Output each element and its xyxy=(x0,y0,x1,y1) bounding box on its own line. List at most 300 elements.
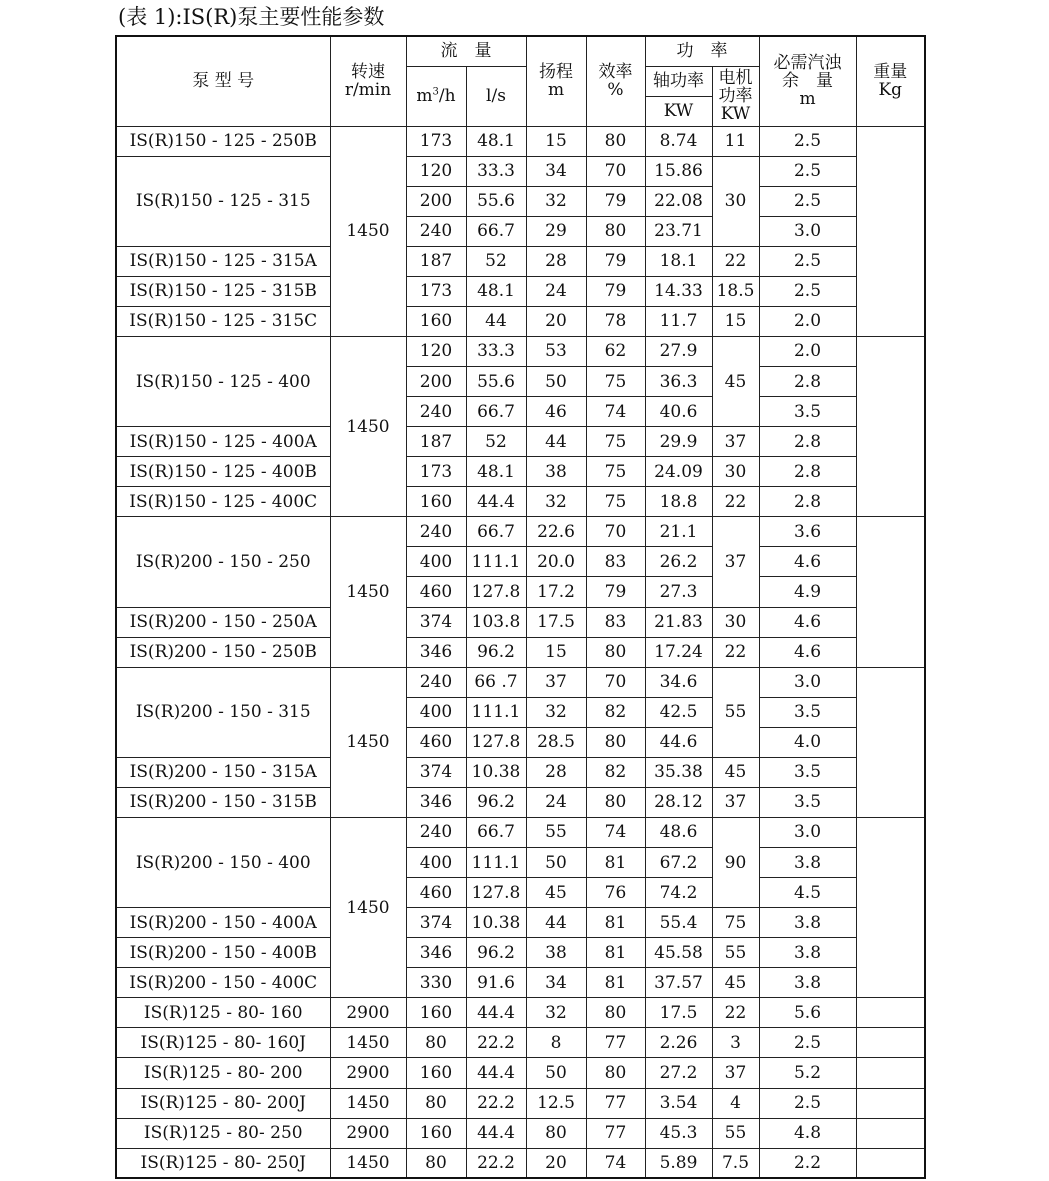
flow-m3h-cell: 173 xyxy=(406,457,466,487)
model-cell: IS(R)200 - 150 - 400A xyxy=(116,908,330,938)
speed-cell: 1450 xyxy=(330,817,406,997)
head-cell: 34 xyxy=(526,968,586,998)
flow-m3h-cell: 160 xyxy=(406,487,466,517)
flow-m3h-cell: 200 xyxy=(406,367,466,397)
flow-m3h-cell: 120 xyxy=(406,336,466,366)
shaft-power-cell: 24.09 xyxy=(645,457,712,487)
model-cell: IS(R)200 - 150 - 250 xyxy=(116,517,330,607)
efficiency-cell: 80 xyxy=(586,998,645,1028)
speed-cell: 2900 xyxy=(330,1118,406,1148)
npsh-cell: 2.5 xyxy=(759,156,856,186)
table-row xyxy=(116,457,925,487)
flow-m3h-cell: 160 xyxy=(406,1058,466,1088)
efficiency-cell: 75 xyxy=(586,427,645,457)
npsh-cell: 4.6 xyxy=(759,637,856,667)
shaft-power-cell: 21.83 xyxy=(645,607,712,637)
table-row xyxy=(116,1028,925,1058)
head-cell: 50 xyxy=(526,367,586,397)
head-cell: 20.0 xyxy=(526,547,586,577)
head-cell: 15 xyxy=(526,126,586,156)
head-cell: 38 xyxy=(526,938,586,968)
npsh-cell: 3.0 xyxy=(759,667,856,697)
flow-m3h-cell: 240 xyxy=(406,397,466,427)
flow-m3h-cell: 160 xyxy=(406,998,466,1028)
head-cell: 80 xyxy=(526,1118,586,1148)
efficiency-cell: 81 xyxy=(586,938,645,968)
efficiency-cell: 76 xyxy=(586,878,645,908)
motor-power-cell: 22 xyxy=(712,998,759,1028)
header-motor-power-b: 功率 xyxy=(718,86,753,106)
shaft-power-cell: 27.2 xyxy=(645,1058,712,1088)
head-cell: 20 xyxy=(526,306,586,336)
motor-power-cell: 15 xyxy=(712,306,759,336)
shaft-power-cell: 15.86 xyxy=(645,156,712,186)
efficiency-cell: 70 xyxy=(586,517,645,547)
model-cell: IS(R)200 - 150 - 315 xyxy=(116,667,330,757)
motor-power-cell: 22 xyxy=(712,487,759,517)
weight-cell xyxy=(856,1028,925,1058)
shaft-power-cell: 2.26 xyxy=(645,1028,712,1058)
model-cell: IS(R)150 - 125 - 250B xyxy=(116,126,330,156)
model-cell: IS(R)200 - 150 - 400 xyxy=(116,817,330,907)
flow-m3h-cell: 173 xyxy=(406,276,466,306)
npsh-cell: 5.6 xyxy=(759,998,856,1028)
flow-m3h-cell: 346 xyxy=(406,637,466,667)
shaft-power-cell: 28.12 xyxy=(645,787,712,817)
model-cell: IS(R)125 - 80- 200J xyxy=(116,1088,330,1118)
flow-ls-cell: 22.2 xyxy=(466,1088,526,1118)
flow-ls-cell: 66.7 xyxy=(466,517,526,547)
npsh-cell: 4.9 xyxy=(759,577,856,607)
flow-m3h-cell: 374 xyxy=(406,908,466,938)
efficiency-cell: 74 xyxy=(586,397,645,427)
head-cell: 24 xyxy=(526,276,586,306)
head-cell: 38 xyxy=(526,457,586,487)
npsh-cell: 3.5 xyxy=(759,697,856,727)
table-row xyxy=(116,1058,925,1088)
header-npsh xyxy=(759,36,856,126)
efficiency-cell: 77 xyxy=(586,1028,645,1058)
flow-m3h-cell: 374 xyxy=(406,757,466,787)
npsh-cell: 3.5 xyxy=(759,787,856,817)
efficiency-cell: 82 xyxy=(586,697,645,727)
head-cell: 44 xyxy=(526,908,586,938)
npsh-cell: 3.8 xyxy=(759,968,856,998)
speed-cell: 1450 xyxy=(330,126,406,336)
flow-m3h-cell: 346 xyxy=(406,938,466,968)
flow-ls-cell: 10.38 xyxy=(466,908,526,938)
flow-ls-cell: 48.1 xyxy=(466,126,526,156)
npsh-cell: 4.8 xyxy=(759,1118,856,1148)
shaft-power-cell: 18.8 xyxy=(645,487,712,517)
head-cell: 20 xyxy=(526,1148,586,1178)
npsh-cell: 3.5 xyxy=(759,757,856,787)
pump-performance-table xyxy=(115,35,926,1179)
flow-ls-cell: 33.3 xyxy=(466,156,526,186)
flow-ls-cell: 66.7 xyxy=(466,216,526,246)
table-row xyxy=(116,817,925,847)
motor-power-cell: 45 xyxy=(712,757,759,787)
shaft-power-cell: 55.4 xyxy=(645,908,712,938)
efficiency-cell: 78 xyxy=(586,306,645,336)
head-cell: 34 xyxy=(526,156,586,186)
efficiency-cell: 77 xyxy=(586,1118,645,1148)
table-row xyxy=(116,998,925,1028)
head-cell: 55 xyxy=(526,817,586,847)
npsh-cell: 2.5 xyxy=(759,186,856,216)
flow-m3h-cell: 80 xyxy=(406,1088,466,1118)
motor-power-cell: 37 xyxy=(712,427,759,457)
table-row xyxy=(116,938,925,968)
header-flow-ls: l/s xyxy=(466,66,526,126)
model-cell: IS(R)150 - 125 - 400 xyxy=(116,336,330,426)
shaft-power-cell: 48.6 xyxy=(645,817,712,847)
flow-m3h-cell: 460 xyxy=(406,727,466,757)
flow-ls-cell: 96.2 xyxy=(466,787,526,817)
efficiency-cell: 83 xyxy=(586,547,645,577)
speed-cell: 1450 xyxy=(330,1148,406,1178)
header-efficiency xyxy=(586,36,645,126)
table-row xyxy=(116,1118,925,1148)
npsh-cell: 5.2 xyxy=(759,1058,856,1088)
model-cell: IS(R)150 - 125 - 315 xyxy=(116,156,330,246)
flow-ls-cell: 48.1 xyxy=(466,457,526,487)
head-cell: 28.5 xyxy=(526,727,586,757)
flow-m3h-cell: 120 xyxy=(406,156,466,186)
motor-power-cell: 18.5 xyxy=(712,276,759,306)
shaft-power-cell: 5.89 xyxy=(645,1148,712,1178)
shaft-power-cell: 34.6 xyxy=(645,667,712,697)
head-cell: 50 xyxy=(526,848,586,878)
model-cell: IS(R)150 - 125 - 315B xyxy=(116,276,330,306)
flow-ls-cell: 44 xyxy=(466,306,526,336)
flow-ls-cell: 44.4 xyxy=(466,1058,526,1088)
head-cell: 46 xyxy=(526,397,586,427)
flow-ls-cell: 111.1 xyxy=(466,547,526,577)
head-cell: 15 xyxy=(526,637,586,667)
efficiency-cell: 79 xyxy=(586,577,645,607)
efficiency-cell: 80 xyxy=(586,1058,645,1088)
npsh-cell: 3.8 xyxy=(759,938,856,968)
efficiency-cell: 77 xyxy=(586,1088,645,1118)
flow-ls-cell: 10.38 xyxy=(466,757,526,787)
motor-power-cell: 55 xyxy=(712,1118,759,1148)
flow-ls-cell: 96.2 xyxy=(466,938,526,968)
motor-power-cell: 30 xyxy=(712,607,759,637)
header-shaft-power: 轴功率 xyxy=(645,66,712,96)
efficiency-cell: 70 xyxy=(586,156,645,186)
header-model: 泵 型 号 xyxy=(116,36,330,126)
shaft-power-cell: 17.5 xyxy=(645,998,712,1028)
head-cell: 50 xyxy=(526,1058,586,1088)
shaft-power-cell: 44.6 xyxy=(645,727,712,757)
motor-power-cell: 90 xyxy=(712,817,759,907)
shaft-power-cell: 23.71 xyxy=(645,216,712,246)
table-row xyxy=(116,487,925,517)
npsh-cell: 2.5 xyxy=(759,276,856,306)
efficiency-cell: 74 xyxy=(586,1148,645,1178)
head-cell: 22.6 xyxy=(526,517,586,547)
flow-m3h-cell: 240 xyxy=(406,667,466,697)
efficiency-cell: 80 xyxy=(586,727,645,757)
npsh-cell: 4.6 xyxy=(759,607,856,637)
shaft-power-cell: 18.1 xyxy=(645,246,712,276)
table-header xyxy=(116,36,925,126)
shaft-power-cell: 27.3 xyxy=(645,577,712,607)
shaft-power-cell: 74.2 xyxy=(645,878,712,908)
motor-power-cell: 37 xyxy=(712,787,759,817)
motor-power-cell: 30 xyxy=(712,457,759,487)
table-row xyxy=(116,607,925,637)
npsh-cell: 4.5 xyxy=(759,878,856,908)
shaft-power-cell: 42.5 xyxy=(645,697,712,727)
npsh-cell: 2.5 xyxy=(759,246,856,276)
flow-m3h-cell: 400 xyxy=(406,697,466,727)
model-cell: IS(R)125 - 80- 160J xyxy=(116,1028,330,1058)
head-cell: 17.5 xyxy=(526,607,586,637)
flow-m3h-cell: 240 xyxy=(406,517,466,547)
efficiency-cell: 82 xyxy=(586,757,645,787)
flow-ls-cell: 96.2 xyxy=(466,637,526,667)
header-head-label: 扬程 xyxy=(539,62,573,83)
model-cell: IS(R)200 - 150 - 400C xyxy=(116,968,330,998)
efficiency-cell: 75 xyxy=(586,487,645,517)
flow-ls-cell: 91.6 xyxy=(466,968,526,998)
head-cell: 32 xyxy=(526,186,586,216)
flow-ls-cell: 33.3 xyxy=(466,336,526,366)
flow-ls-cell: 22.2 xyxy=(466,1148,526,1178)
header-head-unit: m xyxy=(547,80,565,101)
motor-power-cell: 30 xyxy=(712,156,759,246)
head-cell: 28 xyxy=(526,757,586,787)
header-motor-power xyxy=(712,66,759,126)
shaft-power-cell: 3.54 xyxy=(645,1088,712,1118)
flow-ls-cell: 127.8 xyxy=(466,878,526,908)
weight-cell xyxy=(856,998,925,1028)
table-row xyxy=(116,637,925,667)
weight-cell xyxy=(856,667,925,817)
efficiency-cell: 80 xyxy=(586,216,645,246)
flow-m3h-cell: 80 xyxy=(406,1148,466,1178)
table-row xyxy=(116,968,925,998)
head-cell: 44 xyxy=(526,427,586,457)
npsh-cell: 2.2 xyxy=(759,1148,856,1178)
head-cell: 29 xyxy=(526,216,586,246)
shaft-power-cell: 27.9 xyxy=(645,336,712,366)
motor-power-cell: 4 xyxy=(712,1088,759,1118)
table-row xyxy=(116,126,925,156)
npsh-cell: 4.6 xyxy=(759,547,856,577)
efficiency-cell: 75 xyxy=(586,367,645,397)
table-row xyxy=(116,757,925,787)
head-cell: 45 xyxy=(526,878,586,908)
npsh-cell: 3.8 xyxy=(759,908,856,938)
weight-cell xyxy=(856,517,925,667)
table-row xyxy=(116,156,925,186)
npsh-cell: 3.0 xyxy=(759,817,856,847)
flow-m3h-cell: 330 xyxy=(406,968,466,998)
motor-power-cell: 3 xyxy=(712,1028,759,1058)
model-cell: IS(R)125 - 80- 200 xyxy=(116,1058,330,1088)
shaft-power-cell: 17.24 xyxy=(645,637,712,667)
weight-cell xyxy=(856,126,925,336)
shaft-power-cell: 35.38 xyxy=(645,757,712,787)
model-cell: IS(R)150 - 125 - 400A xyxy=(116,427,330,457)
model-cell: IS(R)200 - 150 - 315B xyxy=(116,787,330,817)
header-efficiency-label: 效率 xyxy=(598,62,633,83)
speed-cell: 1450 xyxy=(330,517,406,667)
model-cell: IS(R)125 - 80- 250J xyxy=(116,1148,330,1178)
model-cell: IS(R)150 - 125 - 400C xyxy=(116,487,330,517)
flow-m3h-cell: 187 xyxy=(406,427,466,457)
flow-ls-cell: 111.1 xyxy=(466,697,526,727)
npsh-cell: 3.6 xyxy=(759,517,856,547)
weight-cell xyxy=(856,1148,925,1178)
header-speed-label: 转速 xyxy=(351,62,385,83)
shaft-power-cell: 45.58 xyxy=(645,938,712,968)
flow-m3h-cell: 400 xyxy=(406,547,466,577)
header-head xyxy=(526,36,586,126)
flow-ls-cell: 66.7 xyxy=(466,397,526,427)
npsh-cell: 2.0 xyxy=(759,306,856,336)
table-row xyxy=(116,246,925,276)
header-npsh-unit: m xyxy=(799,89,816,110)
weight-cell xyxy=(856,336,925,516)
motor-power-cell: 55 xyxy=(712,667,759,757)
efficiency-cell: 83 xyxy=(586,607,645,637)
flow-m3h-cell: 200 xyxy=(406,186,466,216)
flow-m3h-cell: 160 xyxy=(406,306,466,336)
table-body xyxy=(116,126,925,1178)
motor-power-cell: 22 xyxy=(712,246,759,276)
table-row xyxy=(116,787,925,817)
header-motor-power-a: 电机 xyxy=(718,68,753,88)
head-cell: 17.2 xyxy=(526,577,586,607)
header-power: 功 率 xyxy=(645,36,759,66)
npsh-cell: 3.0 xyxy=(759,216,856,246)
head-cell: 24 xyxy=(526,787,586,817)
shaft-power-cell: 14.33 xyxy=(645,276,712,306)
speed-cell: 1450 xyxy=(330,336,406,516)
header-weight-label: 重量 xyxy=(873,62,908,83)
shaft-power-cell: 21.1 xyxy=(645,517,712,547)
header-efficiency-unit: % xyxy=(607,80,624,101)
speed-cell: 2900 xyxy=(330,998,406,1028)
head-cell: 28 xyxy=(526,246,586,276)
flow-ls-cell: 52 xyxy=(466,246,526,276)
flow-m3h-cell: 240 xyxy=(406,817,466,847)
speed-cell: 1450 xyxy=(330,667,406,817)
flow-m3h-cell: 400 xyxy=(406,848,466,878)
shaft-power-cell: 37.57 xyxy=(645,968,712,998)
flow-ls-cell: 103.8 xyxy=(466,607,526,637)
weight-cell xyxy=(856,1118,925,1148)
shaft-power-cell: 22.08 xyxy=(645,186,712,216)
efficiency-cell: 79 xyxy=(586,186,645,216)
flow-m3h-cell: 374 xyxy=(406,607,466,637)
shaft-power-cell: 36.3 xyxy=(645,367,712,397)
head-cell: 32 xyxy=(526,697,586,727)
motor-power-cell: 75 xyxy=(712,908,759,938)
npsh-cell: 2.8 xyxy=(759,427,856,457)
motor-power-cell: 37 xyxy=(712,517,759,607)
efficiency-cell: 62 xyxy=(586,336,645,366)
model-cell: IS(R)200 - 150 - 250B xyxy=(116,637,330,667)
efficiency-cell: 81 xyxy=(586,968,645,998)
shaft-power-cell: 8.74 xyxy=(645,126,712,156)
npsh-cell: 2.8 xyxy=(759,367,856,397)
model-cell: IS(R)125 - 80- 160 xyxy=(116,998,330,1028)
npsh-cell: 3.5 xyxy=(759,397,856,427)
table-row xyxy=(116,1148,925,1178)
npsh-cell: 2.0 xyxy=(759,336,856,366)
flow-ls-cell: 44.4 xyxy=(466,487,526,517)
head-cell: 37 xyxy=(526,667,586,697)
efficiency-cell: 74 xyxy=(586,817,645,847)
flow-ls-cell: 111.1 xyxy=(466,848,526,878)
shaft-power-cell: 29.9 xyxy=(645,427,712,457)
header-motor-power-unit: KW xyxy=(720,104,751,124)
efficiency-cell: 75 xyxy=(586,457,645,487)
table-caption: (表 1):IS(R)泵主要性能参数 xyxy=(118,5,385,29)
efficiency-cell: 80 xyxy=(586,787,645,817)
header-flow: 流 量 xyxy=(406,36,526,66)
table-row xyxy=(116,517,925,547)
motor-power-cell: 55 xyxy=(712,938,759,968)
motor-power-cell: 37 xyxy=(712,1058,759,1088)
speed-cell: 1450 xyxy=(330,1028,406,1058)
weight-cell xyxy=(856,817,925,997)
motor-power-cell: 11 xyxy=(712,126,759,156)
efficiency-cell: 80 xyxy=(586,637,645,667)
header-flow-m3h: $m^3/h$ xyxy=(406,66,466,126)
efficiency-cell: 70 xyxy=(586,667,645,697)
flow-m3h-cell: 460 xyxy=(406,577,466,607)
shaft-power-cell: 11.7 xyxy=(645,306,712,336)
weight-cell xyxy=(856,1088,925,1118)
npsh-cell: 2.8 xyxy=(759,487,856,517)
motor-power-cell: 22 xyxy=(712,637,759,667)
shaft-power-cell: 40.6 xyxy=(645,397,712,427)
shaft-power-cell: 26.2 xyxy=(645,547,712,577)
npsh-cell: 2.8 xyxy=(759,457,856,487)
header-weight xyxy=(856,36,925,126)
shaft-power-cell: 67.2 xyxy=(645,848,712,878)
npsh-cell: 3.8 xyxy=(759,848,856,878)
header-weight-unit: Kg xyxy=(878,80,903,101)
table-row xyxy=(116,908,925,938)
model-cell: IS(R)150 - 125 - 315A xyxy=(116,246,330,276)
table-row xyxy=(116,336,925,366)
header-speed-unit: r/min xyxy=(344,80,392,101)
head-cell: 8 xyxy=(526,1028,586,1058)
model-cell: IS(R)200 - 150 - 400B xyxy=(116,938,330,968)
header-speed xyxy=(330,36,406,126)
motor-power-cell: 7.5 xyxy=(712,1148,759,1178)
model-cell: IS(R)200 - 150 - 315A xyxy=(116,757,330,787)
model-cell: IS(R)150 - 125 - 400B xyxy=(116,457,330,487)
flow-ls-cell: 55.6 xyxy=(466,186,526,216)
model-cell: IS(R)125 - 80- 250 xyxy=(116,1118,330,1148)
table-row xyxy=(116,667,925,697)
header-npsh-label-b: 余 量 xyxy=(782,71,833,92)
head-cell: 12.5 xyxy=(526,1088,586,1118)
npsh-cell: 2.5 xyxy=(759,1088,856,1118)
flow-ls-cell: 66.7 xyxy=(466,817,526,847)
flow-ls-cell: 66 .7 xyxy=(466,667,526,697)
npsh-cell: 4.0 xyxy=(759,727,856,757)
head-cell: 53 xyxy=(526,336,586,366)
